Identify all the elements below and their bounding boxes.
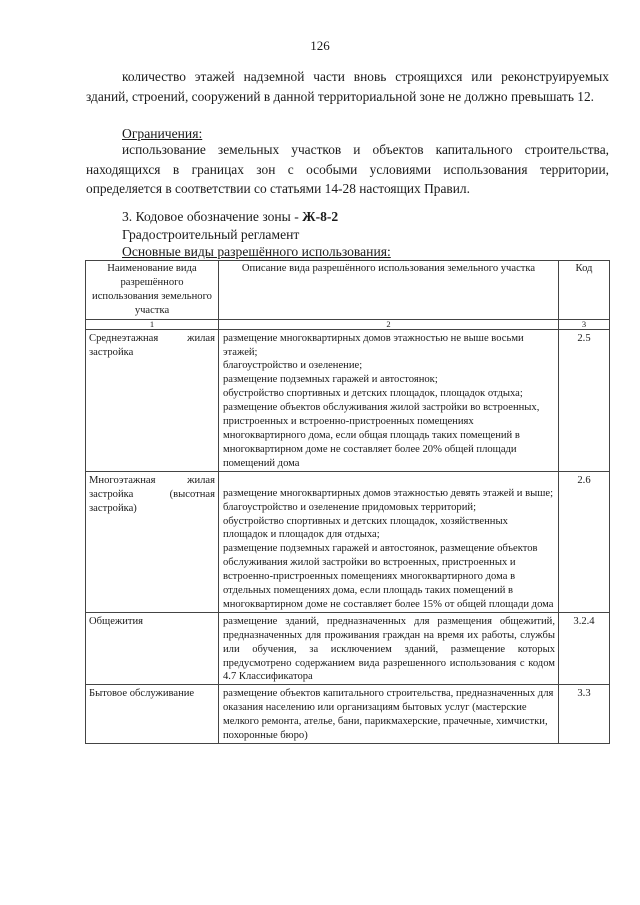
description-line: благоустройство и озеленение; [223, 360, 363, 372]
permitted-uses-table [85, 260, 610, 744]
use-name: Среднеэтажная жилая застройка [86, 329, 219, 471]
regulation-heading: Градостроительный регламент [122, 227, 300, 242]
header-name: Наименование вида разрешённого использования земельного участка [86, 261, 219, 320]
use-description [219, 685, 559, 744]
header-description: Описание вида разрешённого использования земельного участка [219, 261, 559, 320]
use-description [219, 612, 559, 685]
table-row [86, 329, 610, 471]
zone-code: Ж-8-2 [302, 209, 339, 224]
column-number: 3 [559, 319, 610, 329]
table-row [86, 612, 610, 685]
restrictions-label: Ограничения: [122, 126, 203, 141]
zone-code-heading [122, 207, 338, 226]
description-line: обустройство спортивных и детских площадок, хозяйственных площадок и площадок для отдыха; [223, 515, 508, 541]
use-name: Общежития [86, 612, 219, 685]
description-line: размещение многоквартирных домов этажностью девять этажей и выше; благоустройство и озеленение придомовых территорий; [223, 487, 554, 513]
main-uses-heading: Основные виды разрешённого использования: [122, 244, 391, 259]
floors-text: количество этажей надземной части вновь строящихся или реконструируемых зданий, строений, сооружений в данной территориальной зоне не должно превышать 12. [86, 69, 609, 104]
floors-paragraph [86, 67, 609, 106]
description-line: размещение подземных гаражей и автостоянок; [223, 374, 438, 386]
column-number: 1 [86, 319, 219, 329]
description-line: размещение объектов обслуживания жилой застройки во встроенных, пристроенных и встроенно-пристроенных помещениях многоквартирного дома, если общая площадь таких помещений в многоквартирном доме не составляет более 20% общей площади помещений дома [223, 402, 540, 469]
use-name: Многоэтажная жилая застройка (высотная застройка) [86, 471, 219, 612]
use-code: 3.3 [559, 685, 610, 744]
use-code: 2.6 [559, 471, 610, 612]
table-row [86, 685, 610, 744]
use-description [219, 329, 559, 471]
description-line: обустройство спортивных и детских площадок, площадок отдыха; [223, 388, 523, 400]
restrictions-text: использование земельных участков и объектов капитального строительства, находящихся в границах зон с особыми условиями использования территории, определяется в соответствии со статьями 14-28 настоящих Правил. [86, 142, 609, 196]
zone-code-prefix: 3. Кодовое обозначение зоны - [122, 209, 303, 224]
column-number: 2 [219, 319, 559, 329]
description-line: размещение зданий, предназначенных для размещения общежитий, предназначенных для проживания граждан на время их работы, службы или обучения, за исключением зданий, размещение которых предусмотрено содержанием вида разрешенного использования с кодом 4.7 Классификатора [223, 615, 555, 683]
restrictions-paragraph [86, 140, 609, 199]
use-code: 3.2.4 [559, 612, 610, 685]
use-description [219, 471, 559, 612]
header-code: Код [559, 261, 610, 320]
page-number: 126 [310, 38, 330, 53]
use-name: Бытовое обслуживание [86, 685, 219, 744]
table-row [86, 471, 610, 612]
description-line: размещение объектов капитального строительства, предназначенных для оказания населению или организациям бытовых услуг (мастерские мелкого ремонта, ателье, бани, парикмахерские, прачечные, химчистки, похоронные бюро) [223, 688, 554, 742]
table-header-row [86, 261, 610, 320]
use-code: 2.5 [559, 329, 610, 471]
description-line: размещение многоквартирных домов этажностью не выше восьми этажей; [223, 332, 524, 358]
description-line: размещение подземных гаражей и автостоянок, размещение объектов обслуживания жилой застройки во встроенных, пристроенных и встроенно-пристроенных помещениях многоквартирного дома в отдельных помещениях дома, если площадь таких помещений в многоквартирном доме не составляет более 15% от общей площади дома [223, 543, 554, 610]
column-number-row [86, 319, 610, 329]
